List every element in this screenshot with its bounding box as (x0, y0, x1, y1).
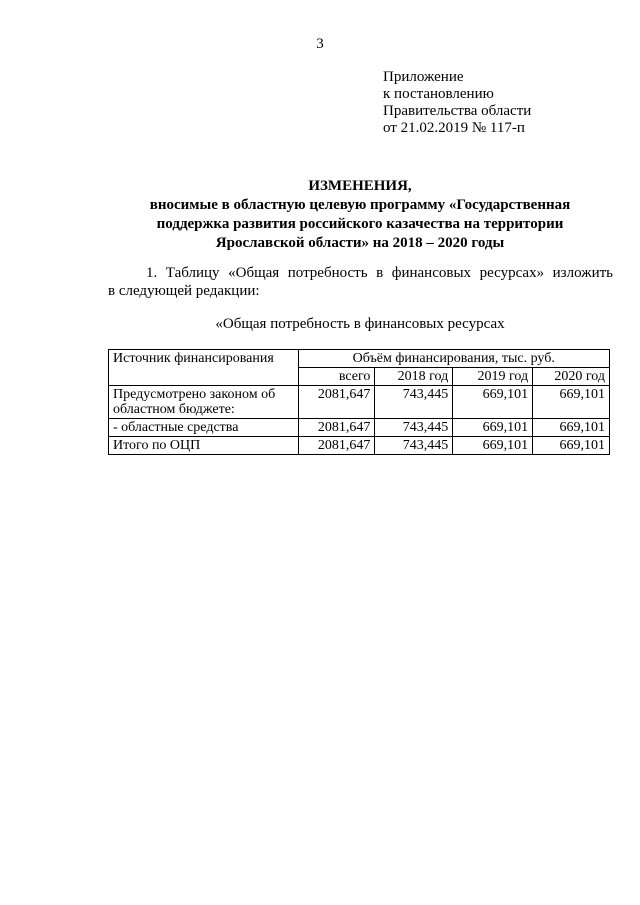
appendix-line: Правительства области (383, 103, 532, 119)
table-caption: «Общая потребность в финансовых ресурсах (215, 316, 505, 332)
row-total: 2081,647 (298, 437, 375, 455)
row-total: 2081,647 (298, 419, 375, 437)
title-heading: ИЗМЕНЕНИЯ, (308, 178, 412, 194)
title-line: вносимые в областную целевую программу «Государственная (149, 197, 571, 213)
header-2019: 2019 год (453, 368, 533, 386)
row-2019: 669,101 (453, 419, 533, 437)
appendix-line: Приложение (383, 69, 464, 85)
row-2020: 669,101 (533, 437, 610, 455)
header-source: Источник финансирования (109, 350, 299, 386)
row-2018: 743,445 (375, 419, 453, 437)
table-row (109, 386, 610, 419)
appendix-line: от 21.02.2019 № 117-п (383, 120, 525, 136)
row-source: - областные средства (109, 419, 299, 437)
header-2020: 2020 год (533, 368, 610, 386)
row-2018: 743,445 (375, 386, 453, 419)
page-number: 3 (316, 36, 324, 52)
document-title (70, 177, 640, 253)
appendix-line: к постановлению (383, 86, 494, 102)
row-2018: 743,445 (375, 437, 453, 455)
title-line: Ярославской области» на 2018 – 2020 годы (215, 235, 505, 251)
title-line: поддержка развития российского казачества на территории (156, 216, 564, 232)
paragraph-line: 1. Таблицу «Общая потребность в финансовых ресурсах» изложить (146, 265, 613, 281)
table-row (109, 419, 610, 437)
row-2019: 669,101 (453, 386, 533, 419)
row-source: Предусмотрено законом об областном бюджете: (109, 386, 299, 419)
header-total: всего (298, 368, 375, 386)
row-source: Итого по ОЦП (109, 437, 299, 455)
instruction-paragraph (108, 264, 613, 300)
row-total: 2081,647 (298, 386, 375, 419)
row-2019: 669,101 (453, 437, 533, 455)
header-volume: Объём финансирования, тыс. руб. (298, 350, 609, 368)
row-2020: 669,101 (533, 386, 610, 419)
row-2020: 669,101 (533, 419, 610, 437)
table-row (109, 437, 610, 455)
appendix-block (383, 69, 531, 137)
financing-table (108, 349, 610, 455)
table-header-row (109, 350, 610, 368)
header-2018: 2018 год (375, 368, 453, 386)
paragraph-line: в следующей редакции: (108, 283, 260, 299)
